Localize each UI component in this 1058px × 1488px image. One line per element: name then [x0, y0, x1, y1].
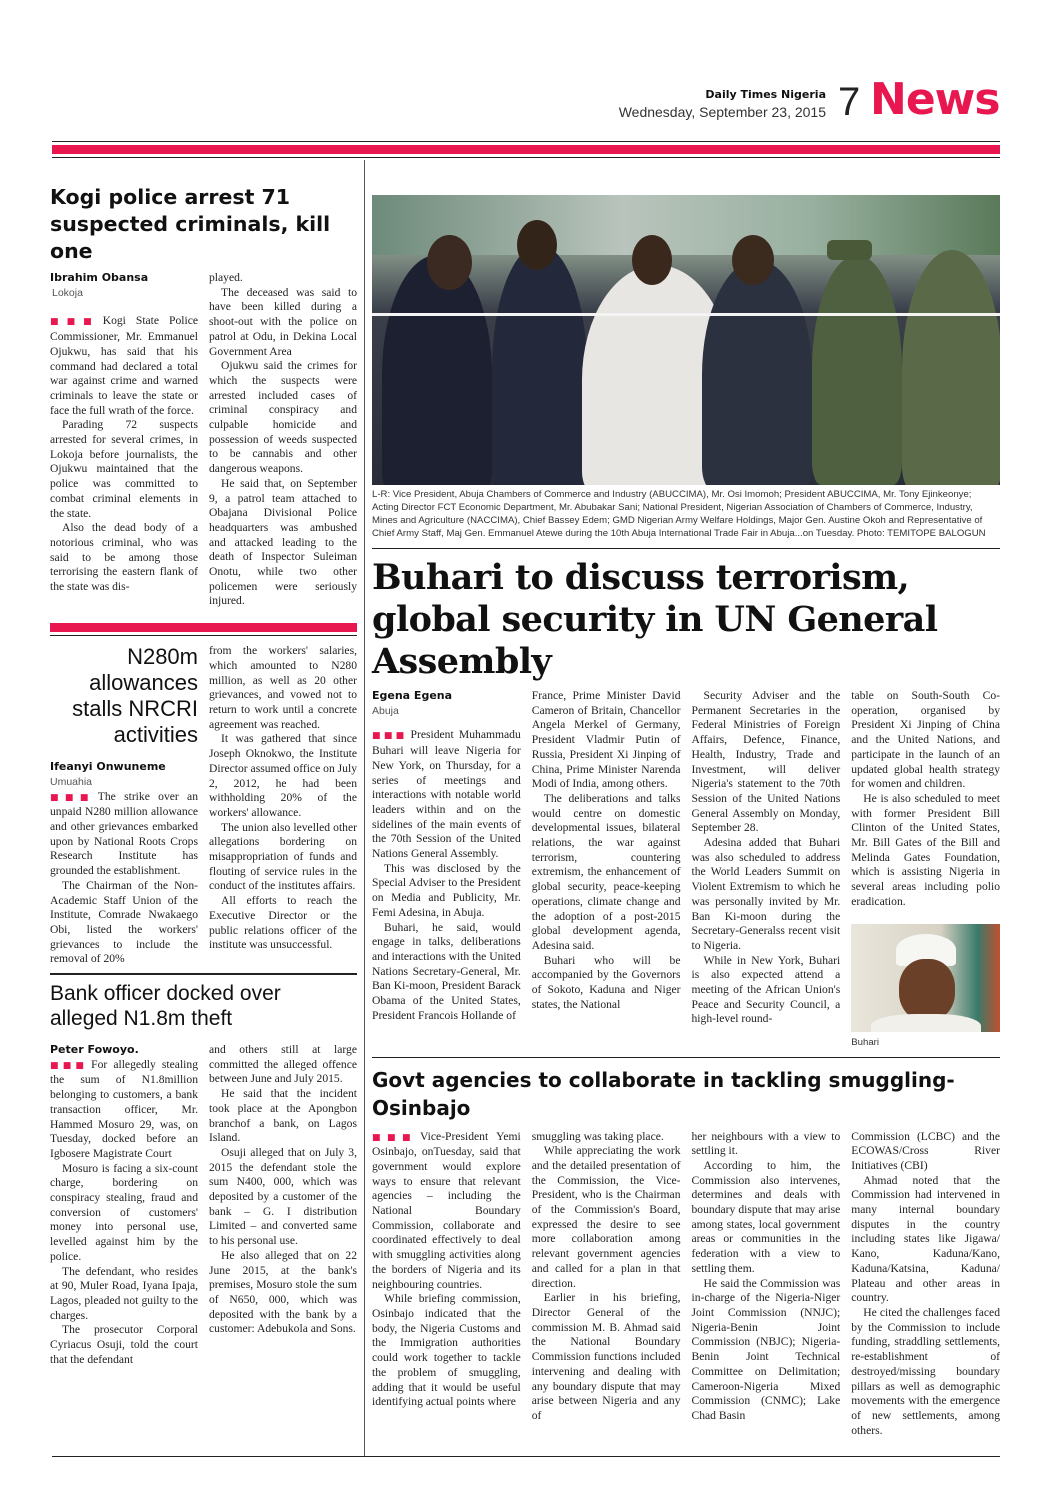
paragraph: The union also levelled other allegations bordering on misappropriation of funds and flouting of service rules in the conduct of the institutes affairs. — [209, 820, 357, 893]
footer-rule — [52, 1456, 1000, 1457]
paragraph: It was gathered that since Joseph Oknokwo, the Institute Director assumed office on July 2, 2012, he had been withholding 20% of the workers' allowance. — [209, 732, 357, 819]
article-column — [532, 689, 681, 1012]
paragraph: He cited the challenges faced by the Commission to include funding, straddling settlements, re-establishment of destroyed/missing boundary pillars as well as demographic movements with the emergence of new settlements, among others. — [851, 1305, 1000, 1437]
header-accent-bar — [52, 145, 1000, 154]
paragraphs — [372, 728, 521, 1023]
article-column — [851, 689, 1000, 1049]
paragraph — [372, 1130, 521, 1293]
paragraph: The deceased was said to have been killed during a shoot-out with the police on patrol at Odu, in Dekina Local Government Area — [209, 285, 357, 358]
paragraph: Earlier in his briefing, Director General of the commission M. B. Ahmad said the National Boundary Commission functions included intervening and dealing with any boundary dispute that may arise between Nigeria and any of — [531, 1291, 681, 1422]
section-rule — [50, 973, 357, 975]
paragraphs — [50, 314, 198, 594]
paragraph: Parading 72 suspects arrested for several crimes, in Lokoja before journalists, the Ojukwu maintained that the police was committed to combat criminal elements in the state. — [50, 418, 198, 520]
issue-date: Wednesday, September 23, 2015 — [618, 104, 826, 120]
paragraph: According to him, the Commission also intervenes, determines and deals with boundary dispute that may arise among states, local government areas or communities in the federation with a view to settling them. — [691, 1158, 841, 1275]
byline: Egena Egena — [372, 689, 453, 702]
right-column — [372, 195, 1000, 1457]
left-column — [50, 184, 357, 1367]
article-column — [372, 1130, 521, 1410]
page-number: 7 — [838, 80, 861, 124]
article-column — [692, 1130, 841, 1424]
paragraphs — [50, 1058, 198, 1368]
paragraph: Also the dead body of a notorious criminal, who was said to be among those terrorising the eastern flank of the state was dis- — [50, 521, 198, 594]
newspaper-name: Daily Times Nigeria — [705, 88, 826, 101]
section-rule — [50, 635, 357, 636]
byline: Peter Fowoyo. — [50, 1043, 139, 1057]
paragraphs — [851, 689, 1000, 910]
paragraph: The defendant, who resides at 90, Muler Road, Iyana Ipaja, Lagos, pleaded not guilty to the charges. — [50, 1264, 198, 1322]
paragraph-text: Kogi State Police Commissioner, Mr. Emmanuel Ojukwu, has said that his command had declared a total war against crime and warned criminals to leave the state or face the full wrath of the force. — [50, 314, 198, 417]
paragraph-text: For allegedly stealing the sum of N1.8million belonging to customers, a bank transaction officer, Mr. Hammed Mosuro 29, was, on Tuesday, docked before an Igbosere Magistrate Court — [50, 1057, 198, 1160]
paragraph — [50, 1058, 198, 1162]
paragraph: The prosecutor Corporal Cyriacus Osuji, told the court that the defendant — [50, 1323, 198, 1366]
paragraph: table on South-South Co-operation, organised by President Xi Jinping of China and the United Nations, and participate in the launch of an updated global health strategy for women and children. — [851, 689, 1000, 791]
paragraph — [372, 728, 521, 861]
section-rule — [372, 548, 1000, 549]
paragraph: and others still at large committed the alleged offence between June and July 2015. — [209, 1043, 357, 1086]
paragraphs — [50, 790, 198, 967]
article-column — [692, 689, 841, 1027]
header-rule-top — [52, 141, 1000, 142]
article-column — [209, 644, 357, 953]
headline: Govt agencies to collaborate in tackling smuggling- Osinbajo — [372, 1067, 955, 1120]
dateline: Lokoja — [52, 286, 83, 299]
paragraph: All efforts to reach the Executive Director or the public relations officer of the institute was unsuccessful. — [209, 894, 357, 952]
photo-caption: L-R: Vice President, Abuja Chambers of Commerce and Industry (ABUCCIMA), Mr. Osi Imomoh; President ABUCCIMA, Mr. Tony Ejinkeonye; Acting Director FCT Economic Department, Mr. Abubakar Sani; National President, Nigerian Association of Chambers of Commerce, Industry, Mines and Agriculture (NACCIMA), Chief Bassey Edem; GMD Nigerian Army Welfare Holdings, Major Gen. Austine Okoh and Representative of Chief Army Staff, Maj Gen. Emmanuel Atewe during the 10th Abuja International Trade Fair in Abuja...on Tuesday. Photo: TEMITOPE BALOGUN — [372, 489, 986, 539]
headline: Buhari to discuss terrorism, global security in UN General Assembly — [372, 557, 938, 682]
byline: Ifeanyi Onwuneme — [50, 760, 166, 774]
paragraph: Adesina added that Buhari was also scheduled to address the World Leaders Summit on Violent Extremism to which he was personally invited by Mr. Ban Ki-moon during the Secretary-Generalss recent visit to Nigeria. — [691, 836, 841, 952]
paragraph-text: President Muhammadu Buhari will leave Nigeria for New York, on Thursday, for a series of meetings and interactions with notable world leaders within and on the sidelines of the main events of the 70th Session of the United Nations General Assembly. — [372, 728, 521, 861]
dateline: Umuahia — [50, 775, 93, 788]
trade-fair-photo — [372, 195, 1000, 485]
paragraph: While in New York, Buhari is also expected attend a meeting of the African Union's Peace and Security Council, a high-level round- — [691, 953, 841, 1026]
paragraph — [50, 314, 198, 418]
paragraph: Ojukwu said the crimes for which the suspects were arrested included cases of criminal conspiracy and culpable homicide and possession of weeds suspected to be cannabis and other dangerous weapons. — [209, 359, 357, 476]
paragraph: He is also scheduled to meet with former President Bill Clinton of the United States, Mr. Bill Gates of the Bill and Melinda Gates Foundation, which is assisting Nigeria in several areas including polio eradication. — [851, 791, 1000, 908]
headline: N280m allowances stalls NRCRI activities — [72, 644, 198, 748]
paragraph: Buhari who will be accompanied by the Governors of Sokoto, Kaduna and Niger states, the National — [531, 953, 681, 1011]
paragraph: Ahmad noted that the Commission had intervened in many internal boundary disputes in the country including states like Jigawa/ Kano, Kaduna/Kano, Kaduna/Katsina, Kaduna/ Plateau and other areas in country. — [851, 1173, 1000, 1305]
paragraph: Mosuro is facing a six-count charge, bordering on conspiracy stealing, fraud and conversion of customers' money into personal use, levelled against him by the police. — [50, 1161, 198, 1263]
article-column — [50, 644, 198, 967]
paragraph: He said that the incident took place at the Apongbon branchof a bank, on Lagos Island. — [209, 1087, 357, 1145]
paragraph: Commission (LCBC) and the ECOWAS/Cross River Initiatives (CBI) — [851, 1129, 1000, 1172]
article-smuggling — [372, 1066, 1000, 1439]
article-column — [50, 1043, 198, 1367]
paragraph-marker-icon: ■■■ — [50, 317, 100, 328]
buhari-portrait — [851, 924, 1000, 1032]
article-buhari — [372, 557, 1000, 1049]
column-divider — [364, 160, 365, 1457]
paragraph: He said that, on September 9, a patrol team attached to Obajana Divisional Police headquarters was ambushed and attacked leading to the death of Inspector Suleiman Onotu, while two other policemen were seriously injured. — [209, 476, 357, 608]
paragraph: France, Prime Minister David Cameron of Britain, Chancellor Angela Merkel of Germany, President Vladmir Putin of Russia, President Xi Jinping of China, Prime Minister Narenda Modi of India, among others. — [531, 689, 681, 791]
paragraph-marker-icon: ■■■ — [372, 731, 408, 742]
paragraph: Security Adviser and the Permanent Secretaries in the Federal Ministries of Foreign Affairs, Defence, Finance, Health, Industry, Trade and Investment, will deliver Nigeria's statement to the 70th Session of the United Nations General Assembly on Monday, September 28. — [691, 689, 841, 835]
article-column — [532, 1130, 681, 1424]
section-accent-bar — [50, 623, 357, 632]
paragraph: smuggling was taking place. — [531, 1129, 664, 1143]
paragraph-text: Vice-President Yemi Osinbajo, onTuesday, said that government would explore ways to ensure that relevant agencies – including the National Boundary Commission, collaborate and coordinated effectively to deal with smuggling activities along the borders of Nigeria and its neighbouring countries. — [372, 1129, 521, 1291]
headline: Bank officer docked over alleged N1.8m theft — [50, 982, 281, 1031]
header-rule-bottom — [52, 157, 1000, 158]
paragraph: played. — [209, 271, 243, 284]
paragraph: Osuji alleged that on July 3, 2015 the defendant stole the sum N400, 000, which was deposited by a customer of the bank – G. I distribution Limited – and converted same to his personal use. — [209, 1145, 357, 1248]
paragraph: The deliberations and talks would centre on domestic developmental issues, bilateral relations, the war against terrorism, countering extremism, the enhancement of global security, peace-keeping operations, climate change and the adoption of a post-2015 global development agenda, Adesina said. — [531, 791, 681, 952]
paragraph: He also alleged that on 22 June 2015, at the bank's premises, Mosuro stole the sum of N650, 000, which was deposited with the bank by a customer: Adebukola and Sons. — [209, 1248, 357, 1336]
paragraph: While appreciating the work and the detailed presentation of the Commission, the Vice- President, who is the Chairman of the Commission's Board, expressed the desire to see more collaboration among relevant government agencies and called for a plan in that direction. — [531, 1144, 681, 1290]
headline: Kogi police arrest 71 suspected criminals, kill one — [50, 185, 331, 263]
paragraph: While briefing commission, Osinbajo indicated that the body, the Nigeria Customs and the Immigration authorities could work together to tackle the problem of smuggling, adding that it would be useful identifying actual points where — [372, 1292, 521, 1409]
byline: Ibrahim Obansa — [50, 271, 149, 284]
paragraph: He said the Commission was in-charge of the Nigeria-Niger Joint Commission (NNJC); Nigeria-Benin Joint Commission (NBJC); Nigeria-Benin Joint Technical Committee on Delimitation; Cameroon-Nigeria Mixed Commission (CNMC); Lake Chad Basin — [691, 1276, 841, 1422]
article-column — [50, 271, 198, 595]
article-kogi — [50, 184, 357, 609]
article-column — [209, 1043, 357, 1337]
section-title: News — [870, 74, 1000, 125]
paragraph-marker-icon: ■■■ — [372, 1132, 417, 1143]
section-rule — [372, 1057, 1000, 1058]
paragraph — [50, 790, 198, 879]
portrait-caption: Buhari — [851, 1036, 879, 1048]
paragraph: The Chairman of the Non-Academic Staff Union of the Institute, Comrade Nwakaego Obi, listed the workers' grievances to include the removal of 20% — [50, 878, 198, 966]
article-bank — [50, 981, 357, 1367]
paragraph: from the workers' salaries, which amounted to N280 million, as well as 20 other grievances, and vowed not to return to work until a concrete agreement was reached. — [209, 644, 357, 731]
paragraph: her neighbours with a view to settling it. — [691, 1129, 841, 1158]
paragraph-marker-icon: ■■■ — [50, 1060, 89, 1071]
article-column — [851, 1130, 1000, 1439]
paragraph-marker-icon: ■■■ — [50, 792, 95, 803]
paragraph: This was disclosed by the Special Adviser to the President on Media and Publicity, Mr. Femi Adesina, in Abuja. — [372, 861, 521, 919]
article-column — [209, 271, 357, 609]
paragraph: Buhari, he said, would engage in talks, deliberations and interactions with the United Nations Secretary-General, Mr. Ban Ki-moon, President Barack Obama of the United States, President Francois Hollande of — [372, 920, 521, 1022]
paragraph-text: The strike over an unpaid N280 million allowance and other grievances embarked upon by National Roots Crops Research Institute has grounded the establishment. — [50, 789, 198, 878]
dateline: Abuja — [372, 704, 399, 717]
article-column — [372, 689, 521, 1023]
article-nrcri — [50, 644, 357, 967]
